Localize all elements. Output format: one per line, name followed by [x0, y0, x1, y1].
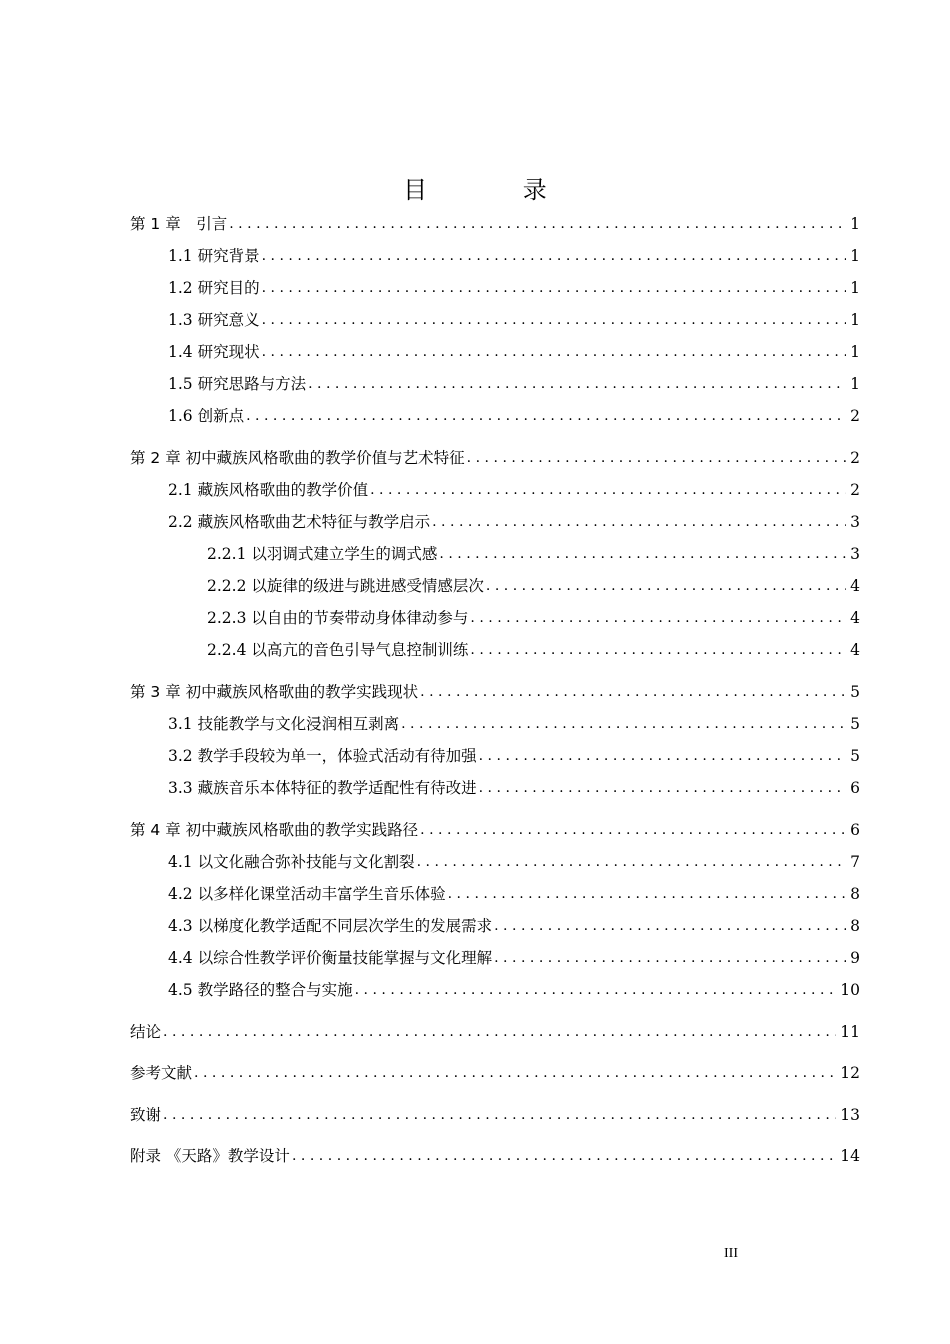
toc-entry-page: 1 — [850, 343, 860, 361]
toc-entry-label: 第 2 章 初中藏族风格歌曲的教学价值与艺术特征 — [130, 449, 465, 467]
toc-entry-page: 12 — [840, 1064, 860, 1082]
toc-leader-dots — [470, 608, 846, 628]
toc-leader-dots — [163, 1105, 836, 1125]
toc-leader-dots — [262, 246, 847, 266]
toc-leader-dots — [479, 778, 847, 798]
toc-entry-references[interactable] — [130, 1055, 860, 1083]
toc-leader-dots — [370, 480, 846, 500]
toc-entry-page: 5 — [850, 747, 860, 765]
toc-entry-2-2-3[interactable] — [207, 600, 860, 628]
toc-entry-acknowledgements[interactable] — [130, 1097, 860, 1125]
toc-entry-label: 1.5 研究思路与方法 — [168, 375, 307, 393]
toc-entry-label: 2.2.4 以高亢的音色引导气息控制训练 — [207, 641, 469, 659]
toc-leader-dots — [486, 576, 846, 596]
toc-entry-4-2[interactable] — [168, 876, 860, 904]
toc-entry-label: 2.1 藏族风格歌曲的教学价值 — [168, 481, 369, 499]
toc-leader-dots — [420, 820, 846, 840]
toc-entry-label: 4.3 以梯度化教学适配不同层次学生的发展需求 — [168, 917, 493, 935]
toc-entry-page: 1 — [850, 247, 860, 265]
page-number-footer: III — [724, 1246, 738, 1261]
toc-entry-label: 1.3 研究意义 — [168, 311, 260, 329]
toc-entry-label: 第 1 章 引言 — [130, 215, 228, 233]
toc-entry-label: 4.2 以多样化课堂活动丰富学生音乐体验 — [168, 885, 446, 903]
toc-entry-chapter-4[interactable] — [130, 812, 860, 840]
toc-entry-3-3[interactable] — [168, 770, 860, 798]
toc-entry-label: 第 4 章 初中藏族风格歌曲的教学实践路径 — [130, 821, 419, 839]
toc-entry-chapter-2[interactable] — [130, 440, 860, 468]
toc-entry-appendix[interactable] — [130, 1138, 860, 1166]
toc-entry-1-2[interactable] — [168, 270, 860, 298]
toc-entry-page: 8 — [850, 885, 860, 903]
toc-entry-1-4[interactable] — [168, 334, 860, 362]
toc-entry-2-2-1[interactable] — [207, 536, 860, 564]
toc-leader-dots — [448, 884, 847, 904]
toc-entry-page: 11 — [840, 1023, 860, 1041]
toc-entry-label: 3.2 教学手段较为单一，体验式活动有待加强 — [168, 747, 477, 765]
toc-entry-page: 13 — [840, 1106, 860, 1124]
toc-entry-page: 14 — [840, 1147, 860, 1165]
toc-leader-dots — [401, 714, 846, 734]
toc-entry-page: 7 — [850, 853, 860, 871]
toc-entry-2-2-4[interactable] — [207, 632, 860, 660]
toc-title: 目 录 — [403, 176, 591, 204]
toc-entry-page: 8 — [850, 917, 860, 935]
toc-entry-label: 1.6 创新点 — [168, 407, 245, 425]
toc-leader-dots — [420, 682, 846, 702]
toc-entry-label: 2.2.3 以自由的节奏带动身体律动参与 — [207, 609, 469, 627]
toc-entry-page: 1 — [850, 311, 860, 329]
toc-entry-page: 3 — [850, 513, 860, 531]
toc-entry-conclusion[interactable] — [130, 1014, 860, 1042]
toc-entry-label: 4.4 以综合性教学评价衡量技能掌握与文化理解 — [168, 949, 493, 967]
toc-entry-page: 9 — [850, 949, 860, 967]
toc-leader-dots — [494, 948, 846, 968]
toc-entry-1-5[interactable] — [168, 366, 860, 394]
toc-entry-3-1[interactable] — [168, 706, 860, 734]
toc-entry-label: 致谢 — [130, 1106, 162, 1124]
toc-entry-2-2-2[interactable] — [207, 568, 860, 596]
toc-entry-page: 2 — [850, 481, 860, 499]
toc-leader-dots — [439, 544, 846, 564]
toc-leader-dots — [432, 512, 846, 532]
toc-leader-dots — [262, 310, 847, 330]
toc-entry-chapter-1[interactable] — [130, 206, 860, 234]
toc-entry-label: 参考文献 — [130, 1064, 193, 1082]
toc-entry-chapter-3[interactable] — [130, 674, 860, 702]
toc-entry-label: 2.2.1 以羽调式建立学生的调式感 — [207, 545, 438, 563]
toc-entry-2-1[interactable] — [168, 472, 860, 500]
toc-leader-dots — [229, 214, 846, 234]
toc-leader-dots — [163, 1022, 836, 1042]
toc-entry-page: 6 — [850, 821, 860, 839]
toc-entry-label: 第 3 章 初中藏族风格歌曲的教学实践现状 — [130, 683, 419, 701]
toc-entry-page: 3 — [850, 545, 860, 563]
toc-leader-dots — [194, 1063, 836, 1083]
toc-entry-page: 10 — [840, 981, 860, 999]
toc-entry-page: 4 — [850, 577, 860, 595]
toc-entry-page: 4 — [850, 641, 860, 659]
toc-entry-page: 5 — [850, 715, 860, 733]
toc-leader-dots — [479, 746, 847, 766]
toc-entry-page: 1 — [850, 215, 860, 233]
toc-leader-dots — [355, 980, 837, 1000]
toc-entry-page: 4 — [850, 609, 860, 627]
toc-entry-1-6[interactable] — [168, 398, 860, 426]
toc-entry-page: 1 — [850, 279, 860, 297]
toc-entry-page: 6 — [850, 779, 860, 797]
toc-entry-1-1[interactable] — [168, 238, 860, 266]
toc-entry-page: 5 — [850, 683, 860, 701]
toc-entry-4-3[interactable] — [168, 908, 860, 936]
toc-leader-dots — [467, 448, 846, 468]
toc-leader-dots — [262, 278, 847, 298]
toc-leader-dots — [308, 374, 846, 394]
toc-entry-label: 4.5 教学路径的整合与实施 — [168, 981, 353, 999]
toc-entry-label: 1.4 研究现状 — [168, 343, 260, 361]
toc-entry-1-3[interactable] — [168, 302, 860, 330]
toc-entry-label: 3.1 技能教学与文化浸润相互剥离 — [168, 715, 400, 733]
toc-entry-label: 2.2 藏族风格歌曲艺术特征与教学启示 — [168, 513, 431, 531]
toc-entry-label: 结论 — [130, 1023, 162, 1041]
toc-leader-dots — [262, 342, 847, 362]
toc-leader-dots — [494, 916, 846, 936]
toc-entry-page: 2 — [850, 449, 860, 467]
toc-leader-dots — [292, 1146, 836, 1166]
toc-entry-label: 附录 《天路》教学设计 — [130, 1147, 290, 1165]
toc-entry-3-2[interactable] — [168, 738, 860, 766]
toc-entry-label: 3.3 藏族音乐本体特征的教学适配性有待改进 — [168, 779, 477, 797]
toc-entry-4-1[interactable] — [168, 844, 860, 872]
toc-entry-2-2[interactable] — [168, 504, 860, 532]
toc-entry-label: 1.1 研究背景 — [168, 247, 260, 265]
toc-leader-dots — [470, 640, 846, 660]
toc-entry-label: 2.2.2 以旋律的级进与跳进感受情感层次 — [207, 577, 484, 595]
toc-entry-label: 4.1 以文化融合弥补技能与文化割裂 — [168, 853, 415, 871]
toc-leader-dots — [246, 406, 846, 426]
toc-leader-dots — [417, 852, 847, 872]
toc-entry-page: 1 — [850, 375, 860, 393]
toc-entry-label: 1.2 研究目的 — [168, 279, 260, 297]
toc-entry-4-5[interactable] — [168, 972, 860, 1000]
toc-entry-4-4[interactable] — [168, 940, 860, 968]
toc-entry-page: 2 — [850, 407, 860, 425]
